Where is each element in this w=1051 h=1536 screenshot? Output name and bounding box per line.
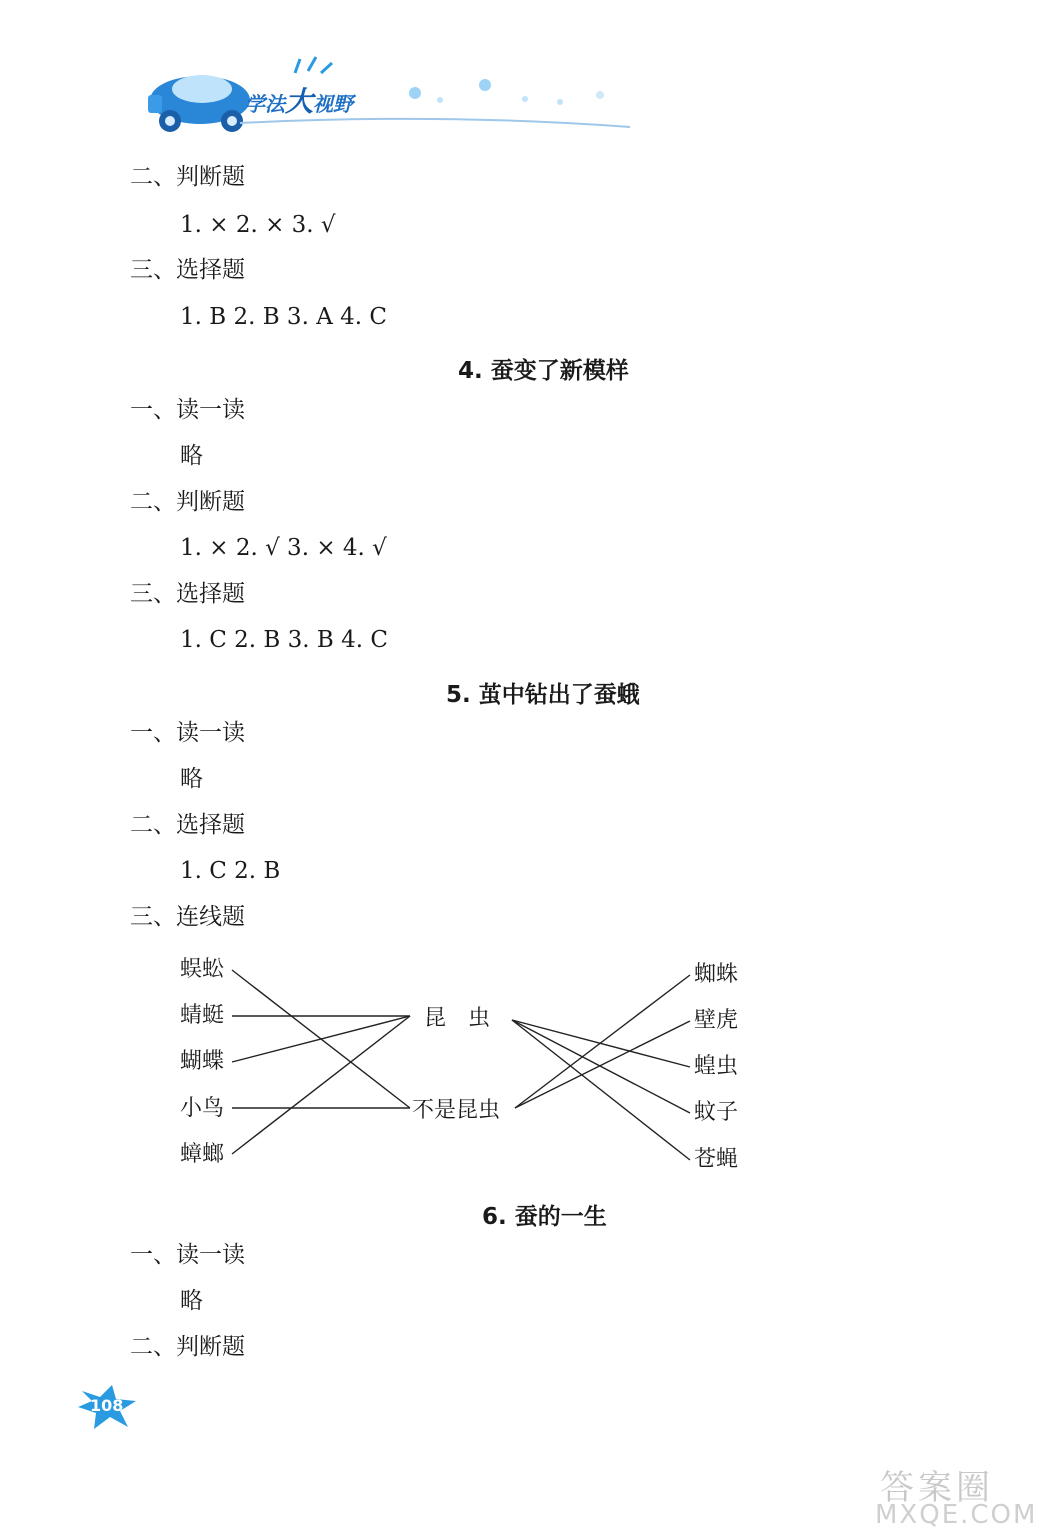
answer-line: 1. C 2. B 3. B 4. C xyxy=(180,627,388,653)
lesson-title: 5. 茧中钻出了蚕蛾 xyxy=(446,682,640,708)
section-label: 二、判断题 xyxy=(130,1334,245,1360)
answer-line: 略 xyxy=(180,443,203,469)
page-number: 108 xyxy=(90,1396,124,1415)
match-left-item: 小鸟 xyxy=(180,1096,225,1121)
brand-big: 大 xyxy=(285,85,314,118)
answer-line: 1. C 2. B xyxy=(180,858,281,884)
match-right-item: 蝗虫 xyxy=(694,1054,739,1079)
section-label: 三、连线题 xyxy=(130,904,245,930)
match-line xyxy=(232,1016,410,1062)
section-label: 三、选择题 xyxy=(130,581,245,607)
answer-line: 1. × 2. × 3. √ xyxy=(180,212,336,238)
match-right-item: 蜘蛛 xyxy=(694,962,739,987)
match-center-item: 不是昆虫 xyxy=(412,1098,501,1123)
section-label: 一、读一读 xyxy=(130,1242,245,1268)
lesson-title: 4. 蚕变了新模样 xyxy=(458,358,629,384)
section-label: 二、选择题 xyxy=(130,812,245,838)
match-center-item: 昆 虫 xyxy=(424,1006,491,1031)
match-left-item: 蝴蝶 xyxy=(180,1049,225,1074)
match-line xyxy=(515,1021,690,1108)
match-right-item: 壁虎 xyxy=(694,1008,739,1033)
section-label: 一、读一读 xyxy=(130,720,245,746)
watermark-url: MXQE.COM xyxy=(875,1500,1038,1530)
answer-line: 略 xyxy=(180,1288,203,1314)
match-line xyxy=(512,1020,690,1067)
section-label: 二、判断题 xyxy=(130,489,245,515)
brand-small-1: 学法 xyxy=(245,92,285,116)
section-label: 三、选择题 xyxy=(130,257,245,283)
match-line xyxy=(515,975,690,1108)
match-left-item: 蜻蜓 xyxy=(180,1003,225,1028)
match-left-item: 蟑螂 xyxy=(180,1142,225,1167)
brand-small-2: 视野 xyxy=(313,92,354,116)
section-label: 一、读一读 xyxy=(130,397,245,423)
section-label: 二、判断题 xyxy=(130,164,245,190)
answer-line: 1. B 2. B 3. A 4. C xyxy=(180,304,387,330)
answer-line: 1. × 2. √ 3. × 4. √ xyxy=(180,535,387,561)
match-right-item: 蚊子 xyxy=(694,1100,739,1125)
match-right-item: 苍蝇 xyxy=(694,1147,739,1172)
match-line xyxy=(232,1016,410,1154)
watermark-text: 答案圈 xyxy=(880,1468,994,1508)
lesson-title: 6. 蚕的一生 xyxy=(482,1204,607,1230)
answer-line: 略 xyxy=(180,766,203,792)
match-left-item: 蜈蚣 xyxy=(180,957,225,982)
